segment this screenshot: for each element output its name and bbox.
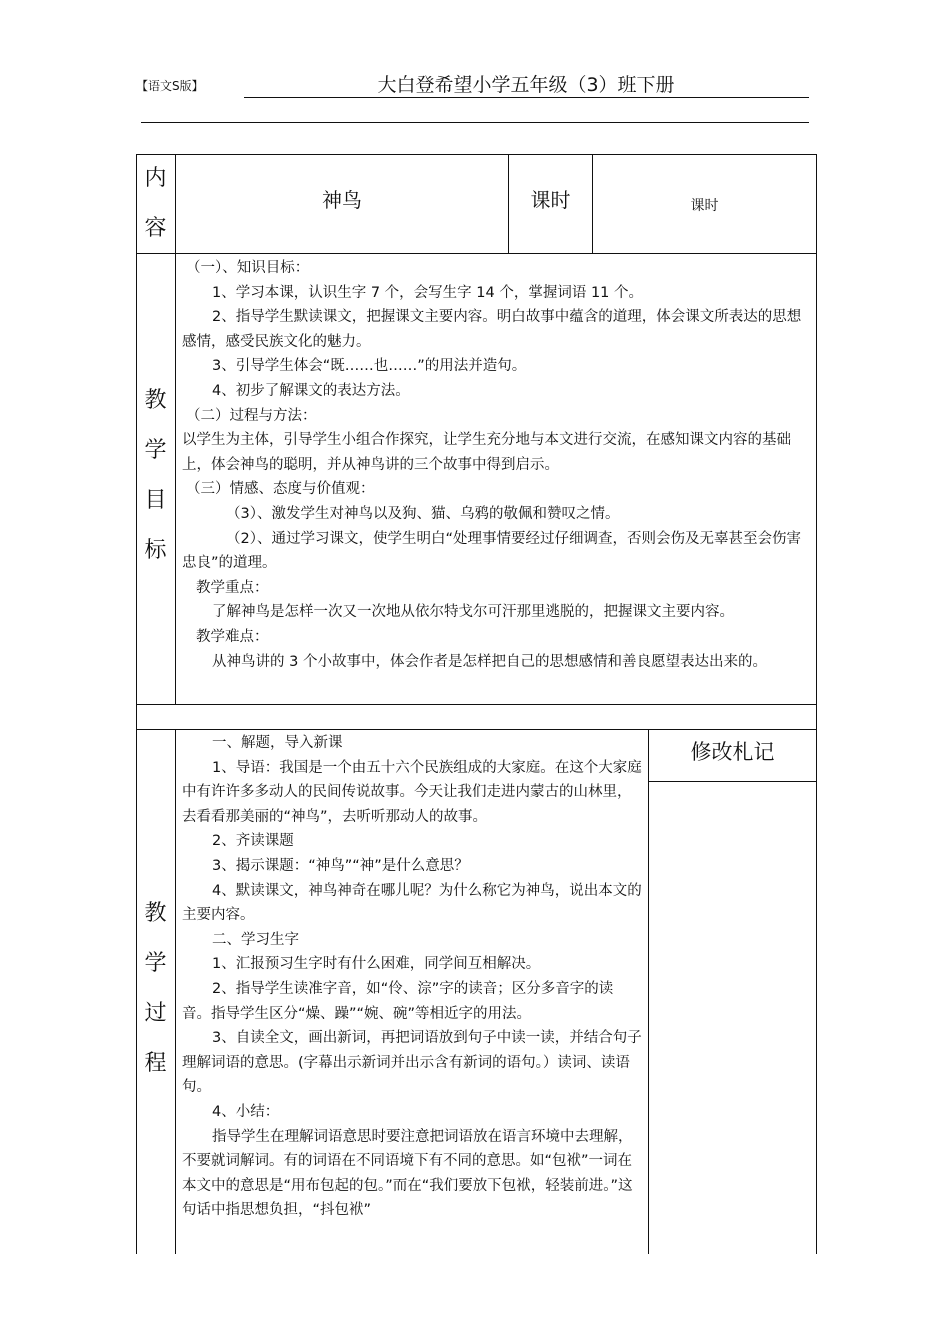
goal-item: （2）、通过学习课文，使学生明白“处理事情要经过仔细调查，否则会伤及无辜甚至会伤害忠良”的道理。 bbox=[182, 530, 801, 572]
row-divider-1 bbox=[136, 253, 817, 254]
goal-item: 2、指导学生默读课文，把握课文主要内容。明白故事中蕴含的道理，体会课文所表达的思想感情，感受民族文化的魅力。 bbox=[182, 309, 802, 350]
label-char: 学 bbox=[144, 951, 167, 976]
label-char: 程 bbox=[144, 1051, 167, 1076]
header-rule bbox=[244, 97, 809, 98]
process-item: 2、指导学生读准字音，如“伶、淙”字的读音；区分多音字的读音。指导学生区分“燥、躁”“婉、碗”等相近字的用法。 bbox=[182, 980, 614, 1022]
process-item: 4、小结： bbox=[212, 1103, 280, 1120]
key-point-heading: 教学重点： bbox=[196, 579, 269, 596]
key-point: 了解神鸟是怎样一次又一次地从依尔特戈尔可汗那里逃脱的，把握课文主要内容。 bbox=[212, 604, 734, 621]
label-char: 内 bbox=[144, 166, 167, 191]
period-value: 课时 bbox=[690, 198, 719, 214]
table-border-left bbox=[136, 154, 137, 1254]
process-heading: 一、解题，导入新课 bbox=[212, 735, 343, 751]
table-border-right bbox=[816, 154, 817, 1254]
goal-item: 以学生为主体，引导学生小组合作探究，让学生充分地与本文进行交流，在感知课文内容的基础上，体会神鸟的聪明，并从神鸟讲的三个故事中得到启示。 bbox=[182, 432, 791, 473]
goal-heading: （三）情感、态度与价值观： bbox=[186, 481, 375, 498]
goals-label bbox=[136, 376, 175, 576]
difficulty: 从神鸟讲的 3 个小故事中，体会作者是怎样把自己的思想感情和善良愿望表达出来的。 bbox=[212, 653, 767, 670]
notes-label: 修改札记 bbox=[690, 740, 775, 764]
notes-header-divider bbox=[648, 781, 817, 782]
header-rule-lower bbox=[141, 122, 809, 123]
process-label bbox=[136, 889, 175, 1089]
process-heading: 二、学习生字 bbox=[212, 931, 299, 948]
table-border-top bbox=[136, 154, 817, 155]
label-char: 教 bbox=[144, 388, 167, 413]
goal-item: 4、初步了解课文的表达方法。 bbox=[212, 382, 410, 399]
goal-heading: （二）过程与方法： bbox=[186, 407, 317, 424]
label-column-divider-lower bbox=[175, 729, 176, 1254]
edition-label: 【语文S版】 bbox=[136, 79, 204, 93]
goal-item: （3）、激发学生对神鸟以及狗、猫、乌鸦的敬佩和赞叹之情。 bbox=[226, 505, 620, 522]
label-char: 教 bbox=[144, 901, 167, 926]
lesson-plan-table bbox=[136, 154, 817, 1344]
teaching-goals bbox=[182, 256, 810, 674]
goal-item: 3、引导学生体会“既……也……”的用法并造句。 bbox=[212, 358, 527, 375]
label-column-divider-upper bbox=[175, 154, 176, 704]
label-char: 容 bbox=[144, 216, 167, 241]
notes-column-divider bbox=[648, 729, 649, 1254]
label-char: 过 bbox=[144, 1001, 167, 1026]
row-divider-3 bbox=[136, 729, 817, 730]
period-label: 课时 bbox=[530, 188, 571, 212]
lesson-title: 神鸟 bbox=[322, 188, 362, 212]
process-item: 4、默读课文，神鸟神奇在哪儿呢？为什么称它为神鸟，说出本文的主要内容。 bbox=[182, 882, 642, 924]
document-title: 大白登希望小学五年级（3）班下册 bbox=[377, 74, 675, 96]
label-char: 标 bbox=[144, 538, 167, 563]
process-item: 2、齐读课题 bbox=[212, 833, 294, 850]
process-item: 3、自读全文，画出新词，再把词语放到句子中读一读，并结合句子理解词语的意思。(字幕出示新词并出示含有新词的语句。）读词、读语句。 bbox=[182, 1030, 642, 1096]
process-item: 指导学生在理解词语意思时要注意把词语放在语言环境中去理解，不要就词解词。有的词语在不同语境下有不同的意思。如“包袱”一词在本文中的意思是“用布包起的包。”而在“我们要放下包袱，轻装前进。”这句话中指思想负担，“抖包袱” bbox=[182, 1128, 633, 1219]
goal-item: 1、学习本课，认识生字 7 个，会写生字 14 个，掌握词语 11 个。 bbox=[212, 284, 644, 301]
teaching-process bbox=[182, 731, 642, 1223]
label-char: 目 bbox=[144, 488, 167, 513]
row-divider-2 bbox=[136, 704, 817, 705]
goal-heading: （一）、知识目标： bbox=[186, 260, 310, 276]
difficulty-heading: 教学难点： bbox=[196, 628, 269, 645]
label-char: 学 bbox=[144, 438, 167, 463]
process-item: 1、导语：我国是一个由五十六个民族组成的大家庭。在这个大家庭中有许许多多动人的民间传说故事。今天让我们走进内蒙古的山林里，去看看那美丽的“神鸟”，去听听那动人的故事。 bbox=[182, 759, 642, 825]
process-item: 3、揭示课题：“神鸟”“神”是什么意思？ bbox=[212, 857, 469, 874]
content-label bbox=[136, 154, 175, 253]
process-item: 1、汇报预习生字时有什么困难，同学间互相解决。 bbox=[212, 956, 541, 973]
